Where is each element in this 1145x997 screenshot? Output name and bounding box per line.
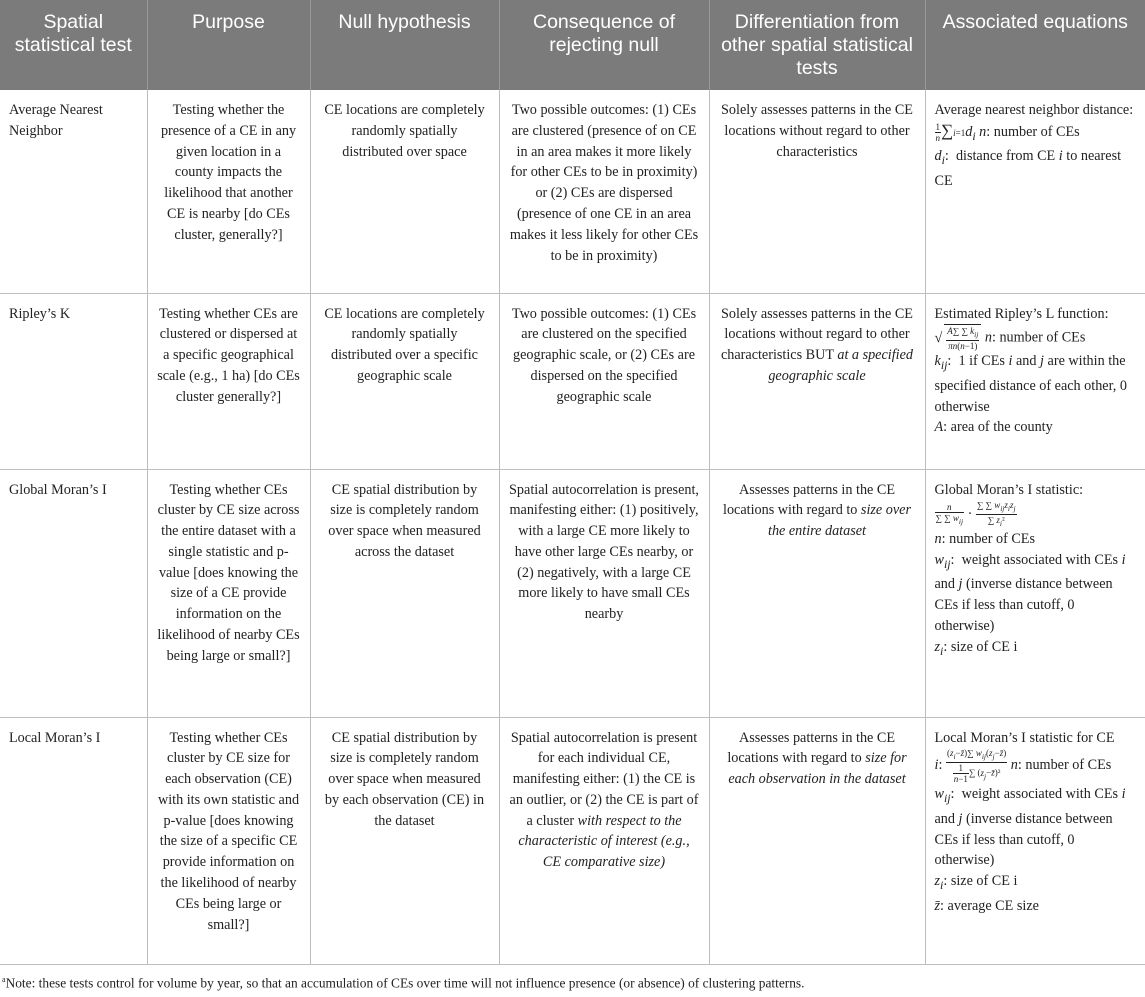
diff-emphasis: size for each observation in the dataset bbox=[728, 750, 907, 788]
eq-w-tail: (inverse distance between CEs if less than cutoff, 0 otherwise) bbox=[934, 576, 1113, 634]
cell-differentiation bbox=[709, 293, 925, 469]
consequence-emphasis: with respect to the characteristic of interest (e.g., CE comparative size) bbox=[518, 812, 690, 871]
cell-null: CE locations are completely randomly spatially distributed over space bbox=[310, 90, 499, 293]
eq-n-def: number of CEs bbox=[993, 123, 1080, 140]
cell-differentiation bbox=[709, 469, 925, 717]
cell-test: Ripley’s K bbox=[0, 293, 147, 469]
diff-text: Solely assesses patterns in the CE locations without regard to other characteristics BUT bbox=[720, 305, 913, 364]
header-consequence: Consequence of rejecting null bbox=[499, 0, 709, 90]
cell-null: CE locations are completely randomly spatially distributed over a specific geographic scale bbox=[310, 293, 499, 469]
consequence-text: Spatial autocorrelation is present for each individual CE, manifesting either: (1) the CE is an outlier, or (2) the CE is part of a cluster bbox=[509, 729, 699, 829]
table-header bbox=[0, 0, 1145, 90]
cell-null: CE spatial distribution by size is completely random over space when measured across the dataset bbox=[310, 469, 499, 717]
eq-label: Local Moran’s I statistic for CE bbox=[934, 729, 1115, 746]
table-footnote bbox=[0, 965, 1145, 992]
eq-formula: √ $\frac{A\sum \sum k_{ij}}{\pi n(n-1)}$ bbox=[935, 330, 982, 346]
header-equations: Associated equations bbox=[925, 0, 1145, 90]
diff-text: Assesses patterns in the CE locations with regard to bbox=[727, 729, 896, 767]
eq-k-mid: and bbox=[1016, 353, 1037, 370]
eq-zbar-def: average CE size bbox=[947, 897, 1039, 914]
eq-d-def: distance from CE bbox=[955, 148, 1056, 165]
cell-purpose: Testing whether the presence of a CE in any given location in a county impacts the likelihood that another CE is nearby [do CEs cluster, generally?] bbox=[147, 90, 310, 293]
table-row bbox=[0, 717, 1145, 964]
eq-w-mid: and bbox=[934, 810, 955, 827]
table-row bbox=[0, 90, 1145, 293]
cell-purpose: Testing whether CEs cluster by CE size for each observation (CE) with its own statistic and p-value [does knowing the size of a specific CE provide information on the likelihood of nearby CEs being large or small?] bbox=[147, 717, 310, 964]
diff-emphasis: size over the entire dataset bbox=[768, 502, 911, 540]
cell-differentiation bbox=[709, 717, 925, 964]
cell-null: CE spatial distribution by size is completely random over space when measured by each observation (CE) in the dataset bbox=[310, 717, 499, 964]
cell-test: Local Moran’s I bbox=[0, 717, 147, 964]
table-row bbox=[0, 293, 1145, 469]
cell-consequence bbox=[499, 717, 709, 964]
eq-label: Global Moran’s I statistic: bbox=[934, 481, 1084, 498]
eq-w-def: weight associated with CEs bbox=[961, 551, 1119, 568]
cell-consequence: Two possible outcomes: (1) CEs are clustered on the specified geographic scale, or (2) CEs are dispersed on the specified geographic scale bbox=[499, 293, 709, 469]
cell-test: Average Nearest Neighbor bbox=[0, 90, 147, 293]
eq-w-mid: and bbox=[934, 576, 955, 593]
cell-purpose: Testing whether CEs cluster by CE size across the entire dataset with a single statistic and p-value [does knowing the size of a CE provide information on the likelihood of nearby CEs being large or small?] bbox=[147, 469, 310, 717]
cell-consequence: Two possible outcomes: (1) CEs are clustered (presence of on CE in an area makes it more likely for other CEs to be in proximity) or (2) CEs are dispersed (presence of one CE in an area makes it less likely for other CEs to be in proximity) bbox=[499, 90, 709, 293]
footnote-text: Note: these tests control for volume by year, so that an accumulation of CEs over time will not influence presence (or absence) of clustering patterns. bbox=[5, 974, 805, 990]
table-row bbox=[0, 469, 1145, 717]
eq-z-def: size of CE i bbox=[950, 873, 1018, 890]
eq-label: Average nearest neighbor distance: bbox=[934, 102, 1134, 118]
diff-emphasis: at a specified geographic scale bbox=[768, 347, 913, 384]
header-purpose: Purpose bbox=[147, 0, 310, 90]
eq-k-def: 1 if CEs bbox=[958, 353, 1005, 370]
eq-formula: $\frac{1}{n}$ $\sum i=1d_i$ bbox=[935, 120, 976, 144]
eq-k-tail: are within the specified distance of each other, 0 otherwise bbox=[934, 353, 1127, 415]
cell-test: Global Moran’s I bbox=[0, 469, 147, 717]
cell-equations: Estimated Ripley’s L function: √ $\frac{A\sum \sum k_{ij}}{\pi n(n-1)}$ n: number of CEs $k_{ij}$: 1 if CEs i and j are within the specified distance of each other, 0 otherwise A: area of the county bbox=[925, 293, 1145, 469]
eq-n-def: number of CEs bbox=[1025, 757, 1112, 774]
eq-label: Estimated Ripley’s L function: bbox=[934, 305, 1109, 322]
eq-z-def: size of CE i bbox=[950, 638, 1018, 655]
cell-consequence: Spatial autocorrelation is present, manifesting either: (1) positively, with a large CE more likely to have other large CEs nearby, or (2) negatively, with a large CE more likely to have small CEs nearby bbox=[499, 469, 709, 717]
eq-n-def: number of CEs bbox=[949, 530, 1035, 547]
eq-n-def: number of CEs bbox=[999, 329, 1086, 346]
diff-text: Assesses patterns in the CE locations with regard to bbox=[723, 481, 896, 519]
eq-w-tail: (inverse distance between CEs if less than cutoff, 0 otherwise) bbox=[934, 810, 1113, 869]
header-null: Null hypothesis bbox=[310, 0, 499, 90]
cell-purpose: Testing whether CEs are clustered or dispersed at a specific geographical scale (e.g., 1 ha) [do CEs cluster generally?] bbox=[147, 293, 310, 469]
eq-a-def: area of the county bbox=[950, 419, 1053, 436]
eq-w-def: weight associated with CEs bbox=[961, 786, 1119, 803]
cell-equations: Average nearest neighbor distance: $\frac{1}{n}$ $\sum i=1d_i$ n: number of CEs $d_i$: distance from CE i to nearest CE bbox=[925, 90, 1145, 293]
eq-formula: $\frac{n}{\sum \sum w_{ij}}$ · $\frac{\sum \sum w_{ij}z_iz_j}{\sum z_i^2}$ bbox=[935, 500, 1016, 528]
header-test: Spatial statistical test bbox=[0, 0, 147, 90]
eq-d-tail: to nearest CE bbox=[934, 148, 1122, 190]
header-differentiation: Differentiation from other spatial statistical tests bbox=[709, 0, 925, 90]
footnote-mark: a bbox=[2, 974, 6, 984]
eq-formula: $(z_i-z̄)\sum$ $w_{ij}(z_j-z̄)$ $\frac{1}{n-1}$ ∑ $(z_j-z̄)^2$ bbox=[946, 748, 1007, 785]
cell-differentiation: Solely assesses patterns in the CE locations without regard to other characteristics bbox=[709, 90, 925, 293]
cell-equations: Global Moran’s I statistic: $\frac{n}{\sum \sum w_{ij}}$ · $\frac{\sum \sum w_{ij}z_iz_j}{\sum z_i^2}$ n: number of CEs $w_{ij}$: weight associated with CEs i and j (inverse distance between CEs if less than cutoff, 0 otherwise) $z_i$: size of CE i bbox=[925, 469, 1145, 717]
cell-equations: Local Moran’s I statistic for CE i: $(z_i-z̄)\sum$ $w_{ij}(z_j-z̄)$ $\frac{1}{n-1}$ ∑ $(z_j-z̄)^2$ n: number of CEs $w_{ij}$: weight associated with CEs i and j (inverse distance between CEs if less than cutoff, 0 otherwise) $z_i$: size of CE i z̄: average CE size bbox=[925, 717, 1145, 964]
